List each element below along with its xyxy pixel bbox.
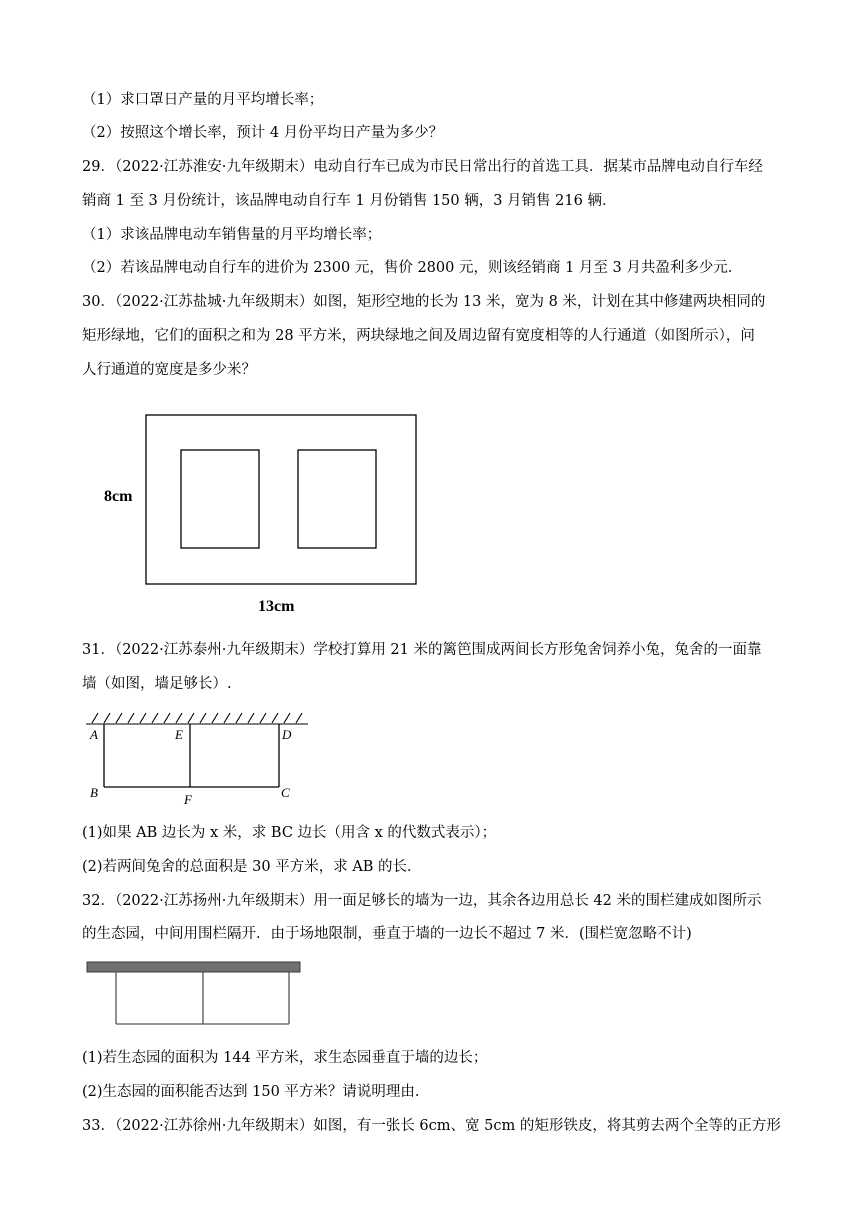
- text-line-14: 32．（2022·江苏扬州·九年级期末）用一面足够长的墙为一边，其余各边用总长 42 米的围栏建成如图所示: [82, 893, 762, 909]
- text-line-13: (2)若两间兔舍的总面积是 30 平方米，求 AB 的长．: [82, 859, 422, 875]
- text-line-7: 30．（2022·江苏盐城·九年级期末）如图，矩形空地的长为 13 米，宽为 8 米，计划在其中修建两块相同的: [82, 294, 766, 310]
- text-line-3: 29．（2022·江苏淮安·九年级期末）电动自行车已成为市民日常出行的首选工具．据某市品牌电动自行车经: [82, 159, 763, 175]
- text-line-11: 墙（如图，墙足够长）.: [82, 676, 232, 692]
- width-label: 13cm: [258, 598, 295, 615]
- text-line-9: 人行通道的宽度是多少米？: [82, 362, 256, 378]
- height-label: 8cm: [104, 488, 133, 505]
- text-line-6: （2）若该品牌电动自行车的进价为 2300 元，售价 2800 元，则该经销商 1 月至 3 月共盈利多少元．: [82, 260, 743, 276]
- text-line-1: （1）求口罩日产量的月平均增长率；: [82, 92, 324, 108]
- text-line-5: （1）求该品牌电动车销售量的月平均增长率；: [82, 227, 382, 243]
- text-line-12: (1)如果 AB 边长为 x 米，求 BC 边长（用含 x 的代数式表示）；: [82, 825, 497, 841]
- text-line-17: (2)生态园的面积能否达到 150 平方米？请说明理由．: [82, 1084, 430, 1100]
- text-line-15: 的生态园，中间用围栏隔开．由于场地限制，垂直于墙的一边长不超过 7 米．(围栏宽忽略不计): [82, 926, 692, 942]
- rectangle-garden-figure: [100, 410, 430, 620]
- text-line-10: 31．（2022·江苏泰州·九年级期末）学校打算用 21 米的篱笆围成两间长方形兔舍饲养小兔，兔舍的一面靠: [82, 642, 762, 658]
- point-f-label: F: [184, 792, 192, 807]
- eco-garden-figure: [86, 960, 306, 1030]
- text-line-16: (1)若生态园的面积为 144 平方米，求生态园垂直于墙的边长；: [82, 1050, 488, 1066]
- text-line-4: 销商 1 至 3 月份统计，该品牌电动自行车 1 月份销售 150 辆，3 月销售 216 辆．: [82, 193, 617, 209]
- rabbit-hutch-figure: [84, 708, 314, 810]
- point-d-label: D: [282, 727, 292, 742]
- point-e-label: E: [175, 727, 183, 742]
- point-a-label: A: [90, 727, 98, 742]
- text-line-2: （2）按照这个增长率，预计 4 月份平均日产量为多少？: [82, 125, 444, 141]
- point-c-label: C: [281, 785, 290, 800]
- point-b-label: B: [90, 785, 98, 800]
- text-line-18: 33．（2022·江苏徐州·九年级期末）如图，有一张长 6cm、宽 5cm 的矩形铁皮，将其剪去两个全等的正方形: [82, 1118, 781, 1134]
- text-line-8: 矩形绿地，它们的面积之和为 28 平方米，两块绿地之间及周边留有宽度相等的人行通道（如图所示），问: [82, 328, 755, 344]
